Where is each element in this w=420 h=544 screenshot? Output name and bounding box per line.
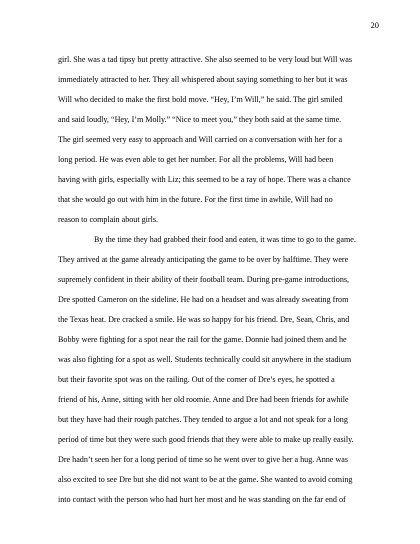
text-line: and said loudly, “Hey, I’m Molly.” “Nice to meet you,” they both said at the same time.	[58, 115, 342, 124]
text-line: but their favorite spot was on the railing. Out of the corner of Dre’s eyes, he spotted a	[58, 375, 335, 384]
body-text	[58, 50, 388, 510]
text-line: into contact with the person who had hurt her most and he was standing on the far end of	[58, 495, 346, 504]
text-line: was also fighting for a spot as well. Students technically could sit anywhere in the stadium	[58, 355, 352, 364]
paragraph-first-line: By the time they had grabbed their food and eaten, it was time to go to the game.	[94, 235, 356, 244]
text-line: Will who decided to make the first bold move. “Hey, I’m Will,” he said. The girl smiled	[58, 95, 343, 104]
text-line: long period. He was even able to get her number. For all the problems, Will had been	[58, 155, 334, 164]
text-line: They arrived at the game already anticipating the game to be over by halftime. They were	[58, 255, 349, 264]
text-line: the Texas heat. Dre cracked a smile. He was so happy for his friend. Dre, Sean, Chris, and	[58, 315, 350, 324]
text-line: period of time but they were such good friends that they were able to make up really easily.	[58, 435, 354, 444]
text-line: Dre spotted Cameron on the sideline. He had on a headset and was already sweating from	[58, 295, 349, 304]
text-line: friend of his, Anne, sitting with her old roomie. Anne and Dre had been friends for awhile	[58, 395, 349, 404]
text-line: immediately attracted to her. They all whispered about saying something to her but it was	[58, 75, 348, 84]
text-line: but they have had their rough patches. They tended to argue a lot and not speak for a long	[58, 415, 348, 424]
text-line: Bobby were fighting for a spot near the rail for the game. Donnie had joined them and he	[58, 335, 347, 344]
text-line: The girl seemed very easy to approach and Will carried on a conversation with her for a	[58, 135, 343, 144]
text-line: having with girls, especially with Liz; this seemed to be a ray of hope. There was a chance	[58, 175, 351, 184]
text-line: reason to complain about girls.	[58, 215, 159, 224]
page-number: 20	[370, 20, 379, 30]
text-line: also excited to see Dre but she did not want to be at the game. She wanted to avoid coming	[58, 475, 353, 484]
text-line: Dre hadn’t seen her for a long period of time so he went over to give her a hug. Anne was	[58, 455, 349, 464]
text-line: that she would go out with him in the future. For the first time in awhile, Will had no	[58, 195, 333, 204]
text-line: supremely confident in their ability of their football team. During pre-game introductions,	[58, 275, 350, 284]
text-line: girl. She was a tad tipsy but pretty attractive. She also seemed to be very loud but Will was	[58, 55, 352, 64]
